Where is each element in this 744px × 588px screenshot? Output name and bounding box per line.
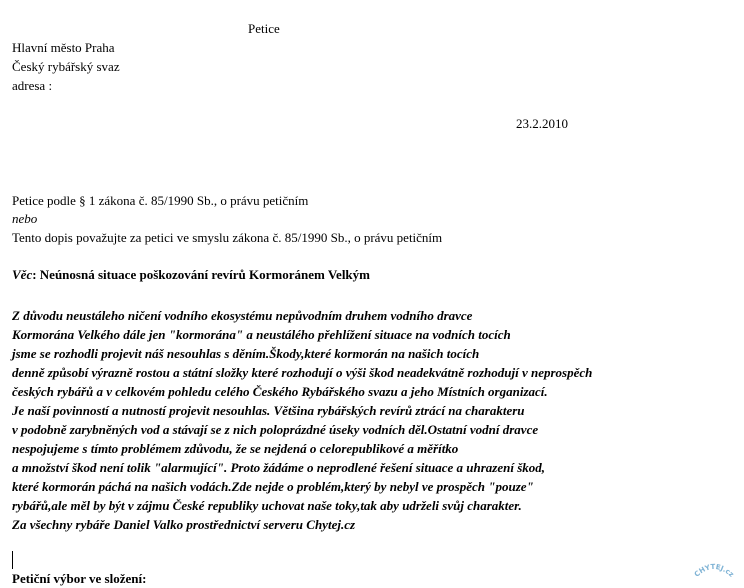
law-line-1: Petice podle § 1 zákona č. 85/1990 Sb., o právu petičním: [12, 193, 309, 208]
subject-line: [12, 267, 370, 283]
svg-text:CHYTEJ.cz: CHYTEJ.cz: [692, 562, 736, 579]
document-title: Petice: [248, 21, 280, 36]
body-line: nespojujeme s tímto problémem zdůvodu, že se nejdená o celorepublikové a měřítko: [12, 441, 459, 456]
body-line: rybářů,ale měl by být v zájmu České republiky uchovat naše toky,tak aby udrželi svůj charakter.: [12, 498, 522, 513]
law-line-3: Tento dopis považujte za petici ve smyslu zákona č. 85/1990 Sb., o právu petičním: [12, 230, 443, 245]
body-line: Kormorána Velkého dále jen "kormorána" a neustálého přehlížení situace na vodních tocích: [12, 327, 511, 342]
address-line-3: adresa :: [12, 78, 53, 93]
body-line: Za všechny rybáře Daniel Valko prostřednictví serveru Chytej.cz: [12, 517, 356, 532]
body-line: českých rybářů a v celkovém pohledu celého Českého Rybářského svazu a jeho Místních organizací.: [12, 384, 548, 399]
committee-heading: Petiční výbor ve složení:: [12, 571, 147, 586]
body-line: a množství škod není tolik "alarmující". Proto žádáme o neprodlené řešení situace a uhrazení škod,: [12, 460, 546, 475]
text-cursor[interactable]: [12, 551, 13, 569]
subject-label: Věc: [12, 267, 33, 282]
body-line: v podobně zarybněných vod a stávají se z nich poloprázdné úseky vodních děl.Ostatní vodní dravce: [12, 422, 539, 437]
address-line-2: Český rybářský svaz: [12, 59, 120, 74]
law-line-2: nebo: [12, 211, 38, 226]
body-line: denně způsobí výrazně rostou a státní složky které rozhodují o výši škod neadekvátně rozhodují v neprospěch: [12, 365, 593, 380]
body-line: Z důvodu neustáleho ničení vodního ekosystému nepůvodním druhem vodního dravce: [12, 308, 473, 323]
subject-text: : Neúnosná situace poškozování revírů Kormoránem Velkým: [32, 267, 370, 282]
body-paragraph: [12, 306, 592, 534]
body-line: jsme se rozhodli projevit náš nesouhlas s děním.Škody,které kormorán na našich tocích: [12, 346, 480, 361]
address-line-1: Hlavní město Praha: [12, 40, 115, 55]
document-date: 23.2.2010: [516, 116, 568, 131]
body-line: které kormorán páchá na našich vodách.Zde nejde o problém,který by nebyl ve prospěch "pouze": [12, 479, 534, 494]
chytej-logo-icon: [690, 556, 738, 586]
body-line: Je naší povinností a nutností projevit nesouhlas. Většina rybářských revírů ztrácí na charakteru: [12, 403, 525, 418]
